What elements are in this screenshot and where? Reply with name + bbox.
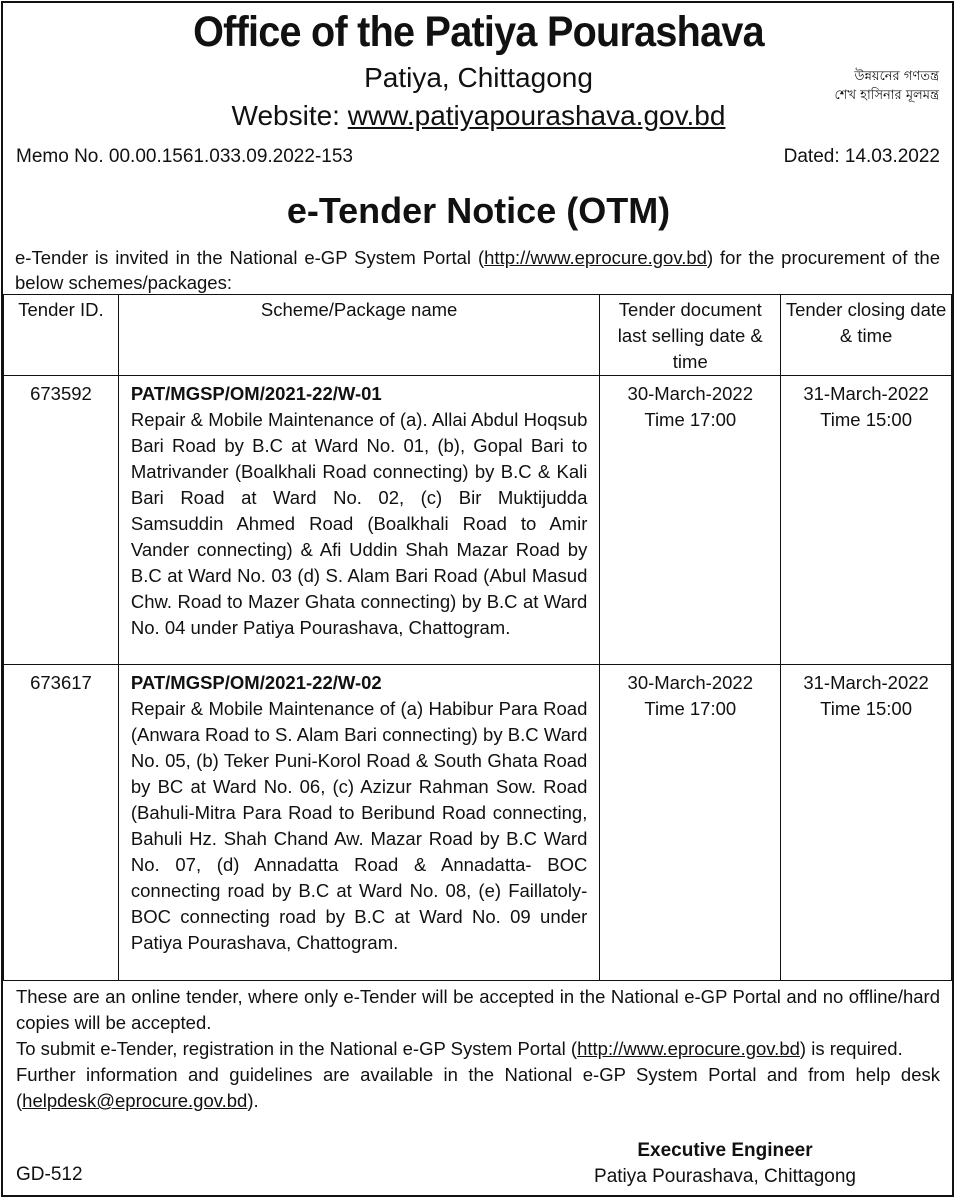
selling-time: Time 17:00 [644,409,737,430]
tender-id: 673592 [4,376,119,665]
closing-date-cell [781,376,952,665]
table-row [4,665,952,981]
selling-date-cell [600,376,781,665]
website-link[interactable]: www.patiyapourashava.gov.bd [347,100,726,131]
closing-time: Time 15:00 [820,409,913,430]
signature-block [560,1138,890,1190]
office-title: Office of the Patiya Pourashava [193,8,764,56]
tender-table [3,294,952,981]
eprocure-link[interactable]: http://www.eprocure.gov.bd [484,247,707,268]
header-closing-date: Tender closing date & time [781,295,952,376]
website-line [0,100,957,132]
helpdesk-note [16,1062,940,1114]
closing-date-cell [781,665,952,981]
gd-code: GD-512 [16,1164,83,1185]
website-label: Website: [231,100,348,131]
office-location: Patiya, Chittagong [364,62,593,93]
slogan-line-2: শেখ হাসিনার মূলমন্ত্র [834,88,939,103]
notice-heading: e-Tender Notice (OTM) [286,190,671,231]
intro-text-end: ) for the procurement of the below schemes/packages: [15,247,940,293]
memo-number: Memo No. 00.00.1561.033.09.2022-153 [16,146,353,167]
signatory-office: Patiya Pourashava, Chittagong [594,1166,856,1187]
footer-notes [16,984,940,1114]
registration-link[interactable]: http://www.eprocure.gov.bd [577,1038,800,1059]
selling-date: 30-March-2022 [627,383,753,404]
table-header-row [4,295,952,376]
header-selling-date: Tender document last selling date & time [600,295,781,376]
closing-date: 31-March-2022 [803,672,929,693]
helpdesk-email-link[interactable]: helpdesk@eprocure.gov.bd [22,1090,248,1111]
selling-time: Time 17:00 [644,698,737,719]
tender-id: 673617 [4,665,119,981]
header-scheme: Scheme/Package name [118,295,599,376]
package-code: PAT/MGSP/OM/2021-22/W-02 [130,672,382,693]
package-code: PAT/MGSP/OM/2021-22/W-01 [130,383,382,404]
slogan-line-1: উন্নয়নের গণতন্ত্র [854,69,939,84]
helpdesk-text-end: ). [247,1090,259,1111]
slogan [834,67,939,105]
memo-date: Dated: 14.03.2022 [783,146,940,167]
closing-date: 31-March-2022 [803,383,929,404]
package-description: Repair & Mobile Maintenance of (a). Allai Abdul Hoqsub Bari Road by B.C at Ward No. 01, (b), Gopal Bari to Matrivander (Boalkhali Road connecting) by B.C & Kali Bari Road at Ward No. 02, (c) Bir Muktijudda Samsuddin Ahmed Road (Boalkhali Road to Amir Vander connecting) & Afi Uddin Shah Mazar Road by B.C at Ward No. 03 (d) S. Alam Bari Road (Abul Masud Chw. Road to Mazer Ghata connecting) by B.C at Ward No. 04 under Patiya Pourashava, Chattogram. [130,409,588,638]
selling-date-cell [600,665,781,981]
header-tender-id: Tender ID. [4,295,119,376]
registration-text-end: ) is required. [799,1038,903,1059]
intro-paragraph [15,245,940,295]
helpdesk-text-start: Further information and guidelines are available in the National e-GP System Portal and from help desk ( [16,1064,940,1111]
online-tender-note: These are an online tender, where only e-Tender will be accepted in the National e-GP Portal and no offline/hard copies will be accepted. [16,986,940,1033]
selling-date: 30-March-2022 [627,672,753,693]
intro-text-start: e-Tender is invited in the National e-GP System Portal ( [15,247,485,268]
closing-time: Time 15:00 [820,698,913,719]
signatory-role: Executive Engineer [637,1140,813,1161]
registration-note [16,1036,940,1062]
table-row [4,376,952,665]
package-description: Repair & Mobile Maintenance of (a) Habibur Para Road (Anwara Road to S. Alam Bari connecting) by B.C Ward No. 05, (b) Teker Puni-Korol Road & South Ghata Road by BC at Ward No. 06, (c) Azizur Rahman Sow. Road (Bahuli-Mitra Para Road to Beribund Road connecting, Bahuli Hz. Shah Chand Aw. Mazar Road by B.C Ward No. 07, (d) Annadatta Road & Annadatta- BOC connecting road by B.C at Ward No. 08, (e) Faillatoly-BOC connecting road by B.C at Ward No. 09 under Patiya Pourashava, Chattogram. [130,698,588,953]
registration-text-start: To submit e-Tender, registration in the National e-GP System Portal ( [16,1038,578,1059]
scheme-cell [118,376,599,665]
scheme-cell [118,665,599,981]
